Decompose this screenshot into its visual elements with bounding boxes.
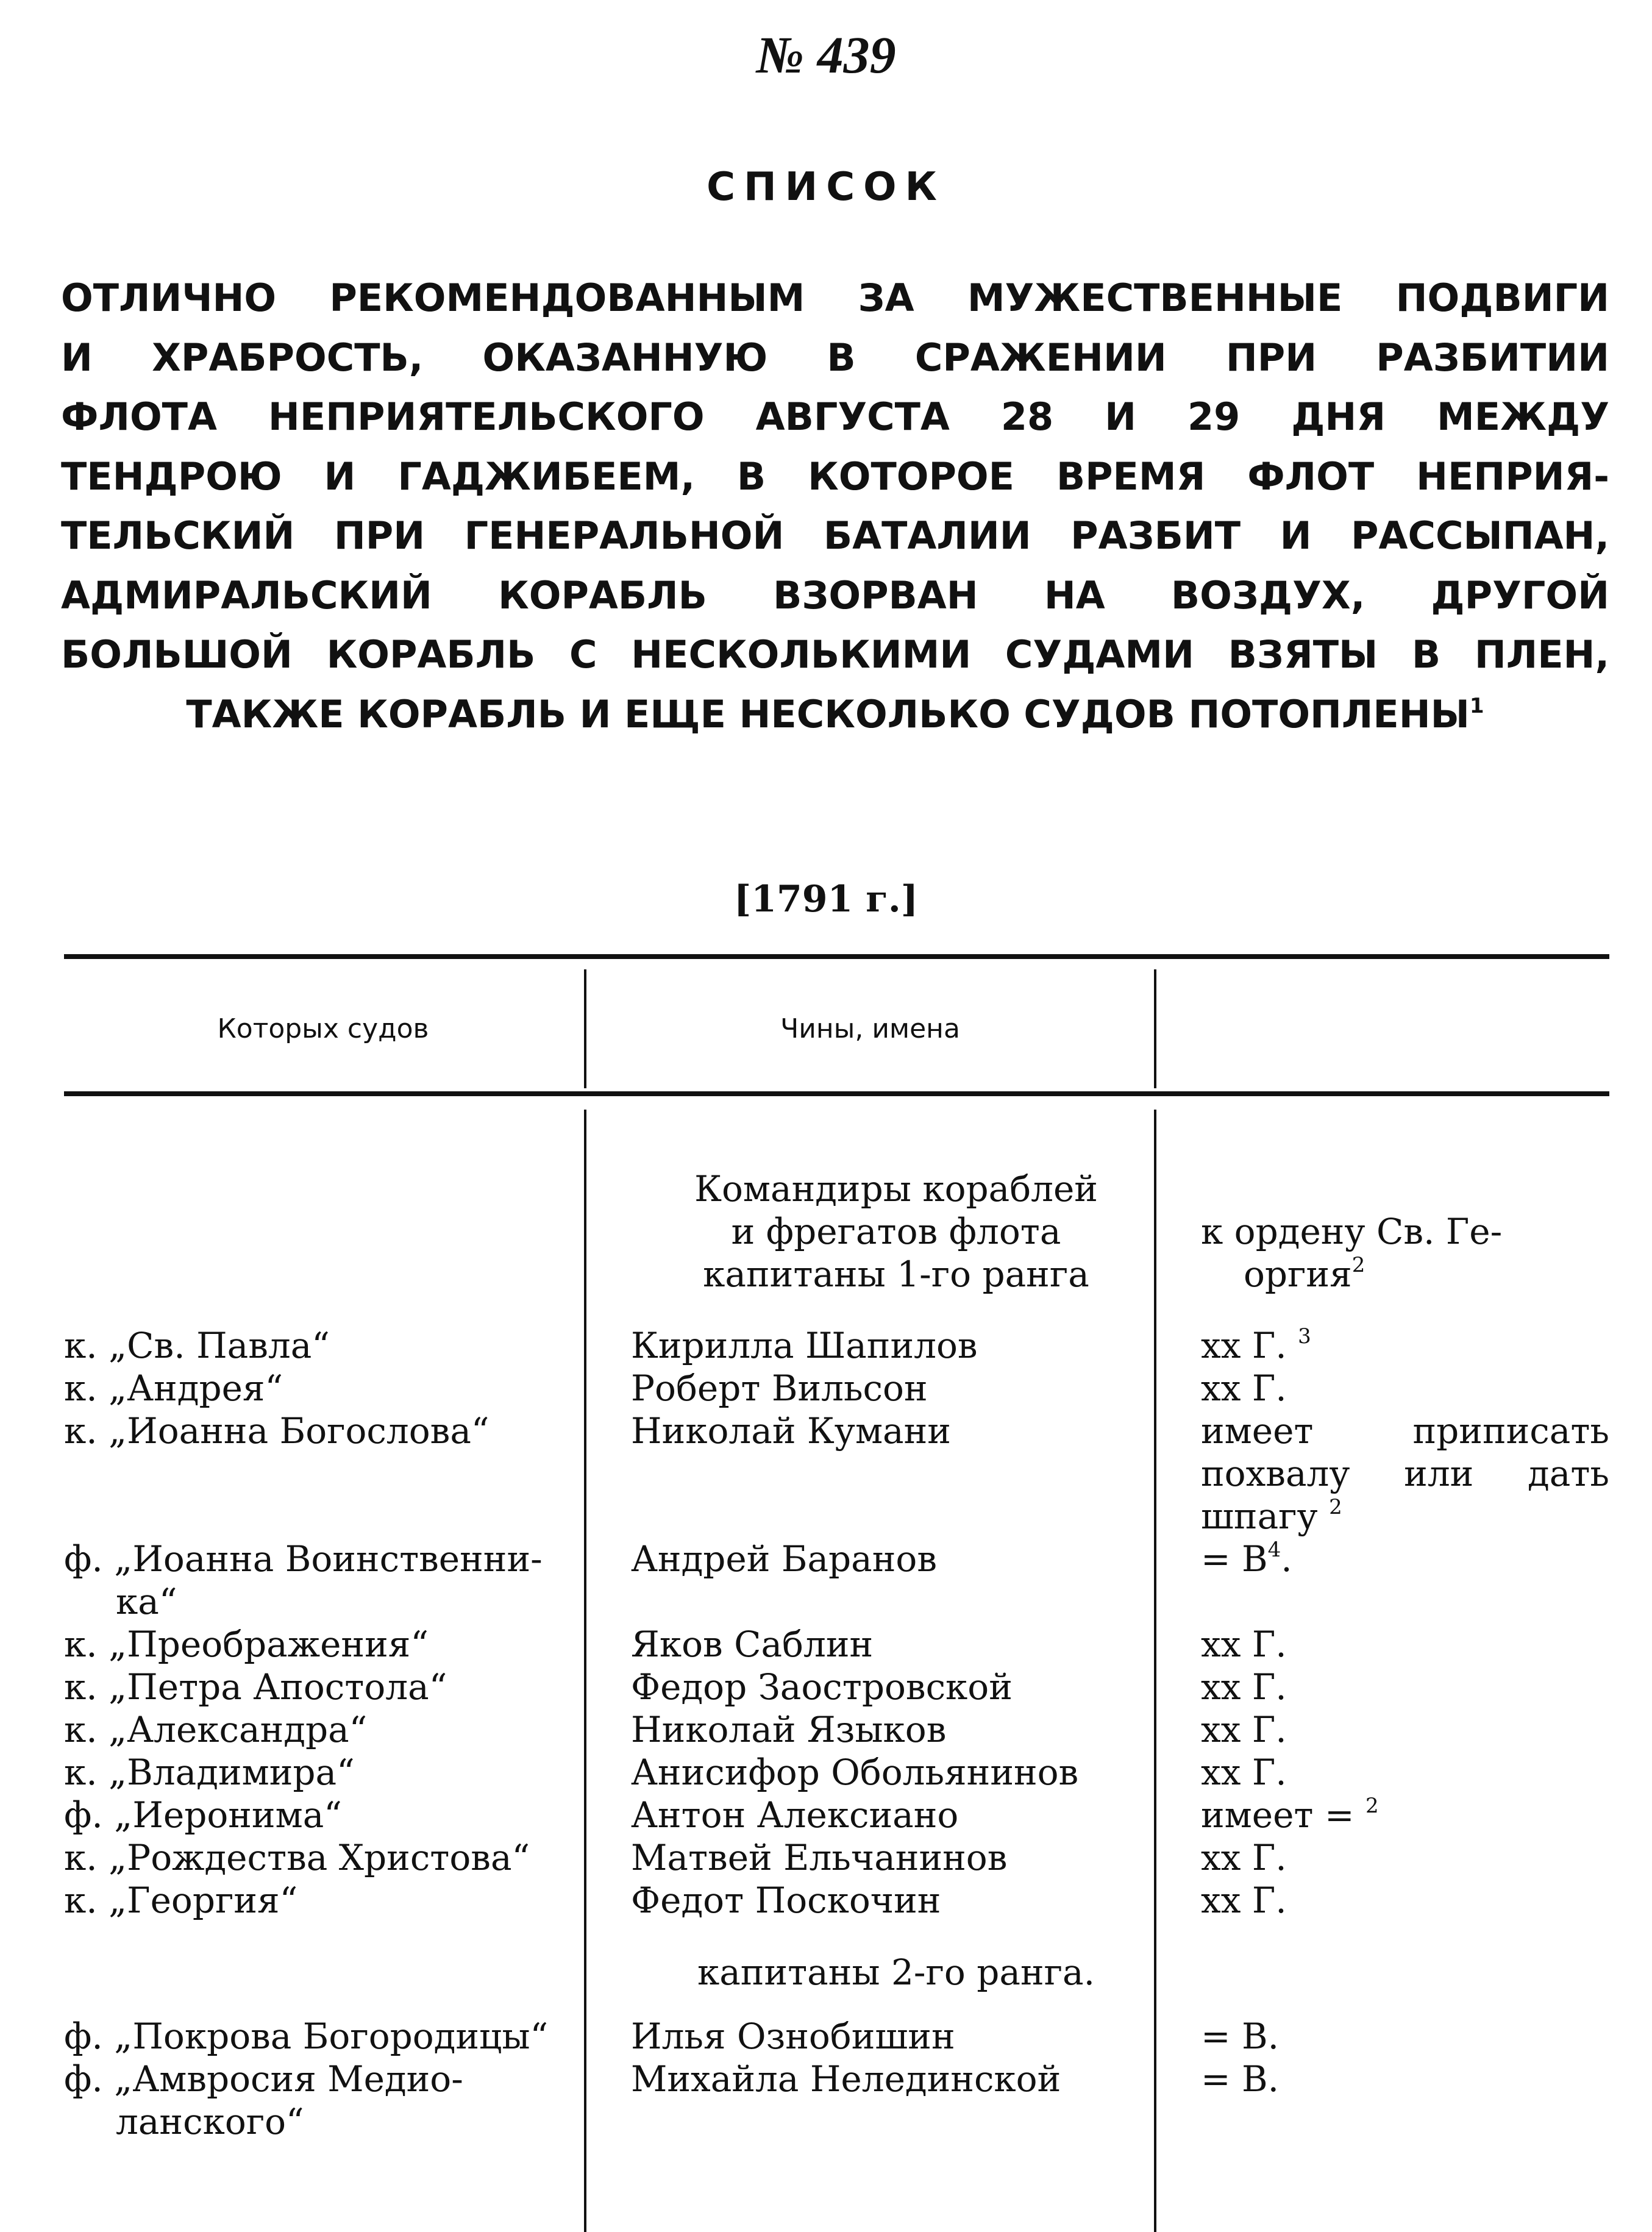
ship-name-continuation: ка“ — [116, 1581, 177, 1622]
award-note — [1201, 1794, 1609, 1836]
award-note-text: хх Г. — [1201, 1325, 1287, 1366]
group-heading: и фрегатов флота — [731, 1211, 1061, 1252]
ship-name: ф. „Иеронима“ — [64, 1794, 342, 1836]
award-note-text: похвалу или дать — [1201, 1453, 1609, 1494]
ship-name: к. „Владимира“ — [64, 1752, 355, 1793]
footnote-mark: 4 — [1267, 1538, 1281, 1562]
footnote-mark: 2 — [1351, 1253, 1365, 1277]
officer-name: Матвей Ельчанинов — [631, 1837, 1008, 1878]
ship-name: ф. „Иоанна Воинственни- — [64, 1538, 543, 1580]
document-year: [1791 г.] — [733, 878, 919, 921]
document-number: № 439 — [756, 26, 896, 84]
ship-name: к. „Рождества Христова“ — [64, 1837, 530, 1878]
award-note: хх Г. — [1201, 1752, 1287, 1793]
ship-name: к. „Преображения“ — [64, 1624, 429, 1665]
document-title: СПИСОК — [707, 165, 945, 210]
table-top-rule — [64, 954, 1609, 959]
award-note — [1201, 1410, 1609, 1538]
award-note-suffix: . — [1281, 1538, 1292, 1580]
column-header-ships: Которых судов — [217, 1013, 429, 1044]
header-divider-1 — [584, 969, 586, 1088]
ship-name: ф. „Амвросия Медио- — [64, 2058, 463, 2100]
ship-name: к. „Св. Павла“ — [64, 1325, 330, 1366]
group-note — [1244, 1253, 1652, 1296]
ship-name: ф. „Покрова Богородицы“ — [64, 2016, 549, 2057]
officer-name: Федот Поскочин — [631, 1880, 941, 1921]
ship-name: к. „Петра Апостола“ — [64, 1666, 447, 1708]
group-heading: капитаны 1-го ранга — [703, 1253, 1089, 1295]
officer-name: Андрей Баранов — [631, 1538, 937, 1580]
heading-line: И ХРАБРОСТЬ, ОКАЗАННУЮ В СРАЖЕНИИ ПРИ РАЗБИТИИ — [61, 335, 1609, 380]
heading-line: ОТЛИЧНО РЕКОМЕНДОВАННЫМ ЗА МУЖЕСТВЕННЫЕ ПОДВИГИ — [61, 276, 1609, 320]
group-note: к ордену Св. Ге- — [1201, 1211, 1503, 1252]
award-note: = В. — [1201, 2016, 1280, 2057]
table-header-rule — [64, 1091, 1609, 1096]
column-header-names: Чины, имена — [780, 1013, 960, 1044]
award-note-text: = В — [1201, 1538, 1268, 1580]
footnote-mark: 3 — [1298, 1324, 1311, 1349]
award-note — [1201, 1538, 1609, 1580]
award-note-text: приписать — [1412, 1410, 1609, 1452]
officer-name: Илья Ознобишин — [631, 2016, 955, 2057]
ship-name: к. „Александра“ — [64, 1709, 368, 1750]
header-divider-2 — [1154, 969, 1156, 1088]
officer-name: Роберт Вильсон — [631, 1367, 928, 1409]
heading-line: ФЛОТА НЕПРИЯТЕЛЬСКОГО АВГУСТА 28 И 29 ДНЯ МЕЖДУ — [61, 394, 1609, 439]
heading-line-text: ТАКЖЕ КОРАБЛЬ И ЕЩЕ НЕСКОЛЬКО СУДОВ ПОТОПЛЕНЫ — [186, 691, 1470, 736]
officer-name: Николай Кумани — [631, 1410, 951, 1452]
body-divider-1 — [584, 1110, 586, 2232]
award-note: хх Г. — [1201, 1624, 1287, 1665]
ship-name: к. „Георгия“ — [64, 1880, 298, 1921]
award-note: хх Г. — [1201, 1709, 1287, 1750]
group-heading: капитаны 2-го ранга. — [697, 1952, 1095, 1993]
officer-name: Яков Саблин — [631, 1624, 874, 1665]
award-note: хх Г. — [1201, 1666, 1287, 1708]
officer-name: Антон Алексиано — [631, 1794, 959, 1836]
award-note: хх Г. — [1201, 1837, 1287, 1878]
award-note — [1201, 1324, 1609, 1367]
award-note-text: имеет — [1201, 1410, 1314, 1452]
document-heading — [61, 268, 1609, 744]
heading-line: ТЕЛЬСКИЙ ПРИ ГЕНЕРАЛЬНОЙ БАТАЛИИ РАЗБИТ И РАССЫПАН, — [61, 513, 1609, 558]
heading-line: ТЕНДРОЮ И ГАДЖИБЕЕМ, В КОТОРОЕ ВРЕМЯ ФЛОТ НЕПРИЯ- — [61, 454, 1609, 499]
award-note-text: имеет = — [1201, 1794, 1355, 1836]
officer-name: Николай Языков — [631, 1709, 947, 1750]
award-note: хх Г. — [1201, 1367, 1287, 1409]
footnote-mark: 2 — [1329, 1495, 1342, 1519]
officer-name: Анисифор Обольянинов — [631, 1752, 1079, 1793]
award-note-text: шпагу — [1201, 1496, 1318, 1537]
award-note: = В. — [1201, 2058, 1280, 2100]
ship-name: к. „Иоанна Богослова“ — [64, 1410, 490, 1452]
footnote-mark: 2 — [1365, 1794, 1379, 1818]
group-heading: Командиры кораблей — [694, 1168, 1098, 1210]
heading-line: БОЛЬШОЙ КОРАБЛЬ С НЕСКОЛЬКИМИ СУДАМИ ВЗЯТЫ В ПЛЕН, — [61, 632, 1609, 677]
heading-footnote-mark: 1 — [1469, 693, 1484, 718]
ship-name-continuation: ланского“ — [116, 2101, 304, 2142]
ship-name: к. „Андрея“ — [64, 1367, 283, 1409]
group-note-text: оргия — [1244, 1253, 1352, 1295]
officer-name: Михайла Нелединской — [631, 2058, 1061, 2100]
heading-line: АДМИРАЛЬСКИЙ КОРАБЛЬ ВЗОРВАН НА ВОЗДУХ, ДРУГОЙ — [61, 572, 1609, 618]
heading-line-last — [61, 685, 1609, 744]
officer-name: Кирилла Шапилов — [631, 1325, 978, 1366]
award-note: хх Г. — [1201, 1880, 1287, 1921]
officer-name: Федор Заостровской — [631, 1666, 1013, 1708]
